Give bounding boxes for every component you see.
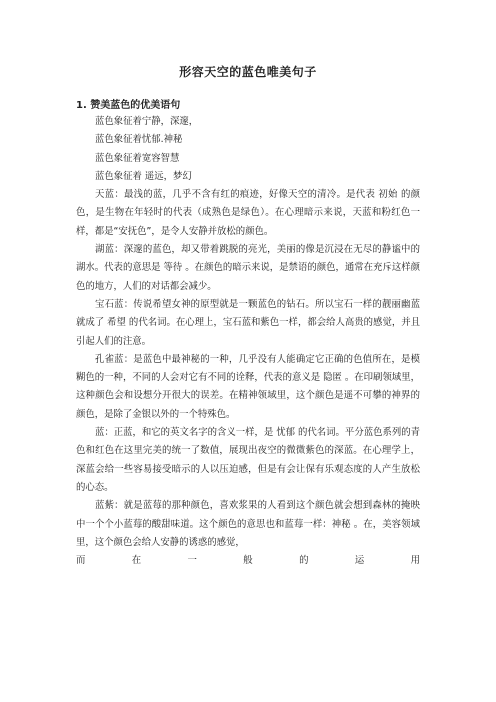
- body-line: 蓝色象征着忧郁.神秘: [95, 134, 183, 146]
- last-line-char: 一: [187, 555, 197, 567]
- body-line: 蓝色象征着宁静，深邃，: [95, 116, 199, 127]
- paragraph-lake-blue: 湖蓝：深邃的蓝色，却又带着跳脱的亮光，美丽的像是沉浸在无尽的静谧中的湖水。代表的意思是 等待 。在颜色的暗示来说，是禁语的颜色，通常在充斥这样颜色的地方，人们的对话都会减少。: [76, 244, 420, 292]
- section-heading: 1. 赞美蓝色的优美语句: [76, 100, 181, 111]
- paragraph-blue-purple: 蓝紫：就是蓝莓的那种颜色，喜欢浆果的人看到这个颜色就会想到森林的掩映中一个个小蓝莓的酸甜味道。这个颜色的意思也和蓝莓一样：神秘 。在，美容领域里，这个颜色会给人安静的诱惑的感觉，: [76, 500, 420, 548]
- last-line-char: 般: [243, 555, 253, 567]
- document-body: [76, 113, 420, 570]
- paragraph-peacock-blue: 孔雀蓝：是蓝色中最神秘的一种，几乎没有人能确定它正确的色值所在，是模糊色的一种，不同的人会对它有不同的诠释，代表的意义是 隐匿 。在印刷领域里，这种颜色会和设想分开很大的误差。在精神领域里，这个颜色是遥不可攀的神界的颜色，是除了金银以外的一个特殊色。: [76, 353, 420, 420]
- page-title: 形容天空的蓝色唯美句子: [179, 65, 317, 79]
- last-line-char: 运: [354, 555, 365, 567]
- last-line: [76, 552, 420, 570]
- body-line: 蓝色象征着宽容智慧: [95, 152, 180, 164]
- last-line-char: 在: [131, 555, 142, 567]
- paragraph-sapphire-blue: 宝石蓝：传说希望女神的原型就是一颗蓝色的钻石。所以宝石一样的靓丽幽蓝就成了 希望 的代名词。在心理上，宝石蓝和紫色一样，都会给人高贵的感觉，并且引起人们的注意。: [76, 298, 420, 347]
- last-line-char: 而: [76, 555, 86, 567]
- body-line: 蓝色象征着 遥远，梦幻: [95, 170, 192, 182]
- paragraph-sky-blue: 天蓝：最浅的蓝，几乎不含有红的痕迹，好像天空的清冷。是代表 初始 的颜色，是生物在年轻时的代表（成熟色是绿色）。在心理暗示来说，天蓝和粉红色一样，都是“安抚色”，是令人安静并放松的颜色。: [76, 189, 420, 237]
- last-line-char: 用: [410, 555, 420, 567]
- last-line-char: 的: [299, 555, 309, 567]
- paragraph-blue: 蓝：正蓝，和它的英文名字的含义一样，是 忧郁 的代名词。平分蓝色系列的青色和红色在这里完美的统一了数值，展现出夜空的微微紫色的深蓝。在心理学上，深蓝会给一些容易接受暗示的人以压迫感，但是有会让保有乐观态度的人产生放松的心态。: [76, 427, 420, 493]
